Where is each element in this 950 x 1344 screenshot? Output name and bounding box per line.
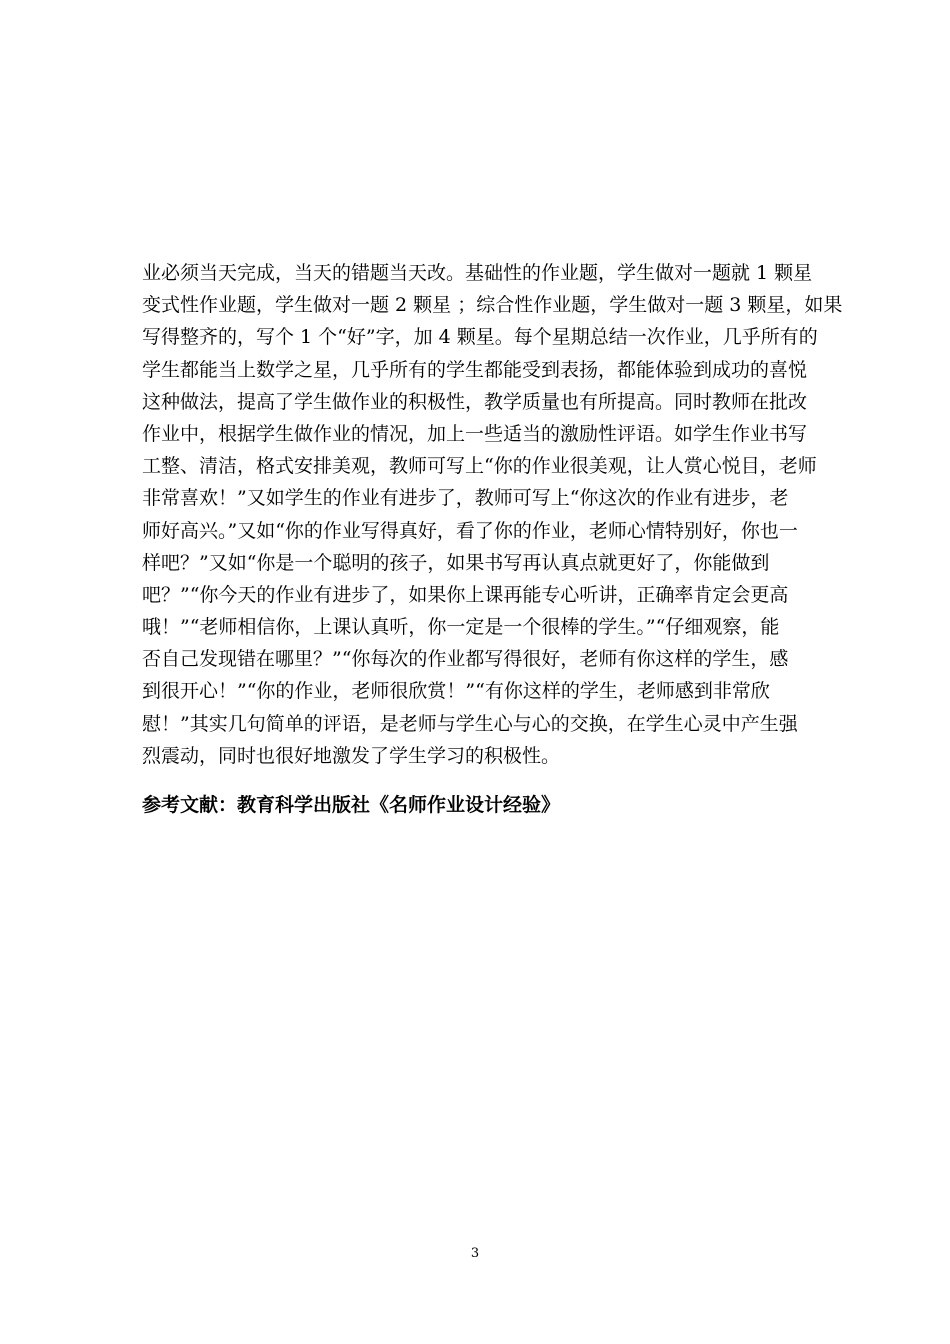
paragraph-line: 这种做法，提高了学生做作业的积极性，教学质量也有所提高。同时教师在批改 [142,390,808,413]
paragraph-line: 非常喜欢！”又如学生的作业有进步了，教师可写上“你这次的作业有进步，老 [142,487,789,510]
paragraph-line: 师好高兴。”又如“你的作业写得真好，看了你的作业，老师心情特别好，你也一 [142,519,798,542]
paragraph-line: 否自己发现错在哪里？”“你每次的作业都写得很好，老师有你这样的学生，感 [142,648,789,671]
paragraph-line: 写得整齐的，写个 1 个“好”字，加 4 颗星。每个星期总结一次作业，几乎所有的 [142,326,818,349]
paragraph-line: 变式性作业题，学生做对一题 2 颗星 ；综合性作业题，学生做对一题 3 颗星，如果 [142,294,843,317]
paragraph-line: 哦！”“老师相信你，上课认真听，你一定是一个很棒的学生。”“仔细观察，能 [142,616,780,639]
paragraph-line: 工整、清洁，格式安排美观，教师可写上“你的作业很美观，让人赏心悦目，老师 [142,455,817,478]
paragraph-line: 作业中，根据学生做作业的情况，加上一些适当的激励性评语。如学生作业书写 [142,422,808,445]
paragraph-line: 慰！”其实几句简单的评语，是老师与学生心与心的交换，在学生心灵中产生强 [142,712,798,735]
paragraph-line: 到很开心！”“你的作业，老师很欣赏！”“有你这样的学生，老师感到非常欣 [142,680,770,703]
paragraph-line: 烈震动，同时也很好地激发了学生学习的积极性。 [142,744,561,767]
paragraph-line: 吧？”“你今天的作业有进步了，如果你上课再能专心听讲，正确率肯定会更高 [142,583,789,606]
paragraph-line: 样吧？”又如“你是一个聪明的孩子，如果书写再认真点就更好了，你能做到 [142,551,770,574]
page-number: 3 [470,1246,480,1261]
reference-citation: 参考文献：教育科学出版社《名师作业设计经验》 [142,794,561,816]
body-paragraph [142,257,843,772]
paragraph-line: 业必须当天完成，当天的错题当天改。基础性的作业题，学生做对一题就 1 颗星 [142,262,813,284]
paragraph-line: 学生都能当上数学之星，几乎所有的学生都能受到表扬，都能体验到成功的喜悦 [142,358,808,381]
